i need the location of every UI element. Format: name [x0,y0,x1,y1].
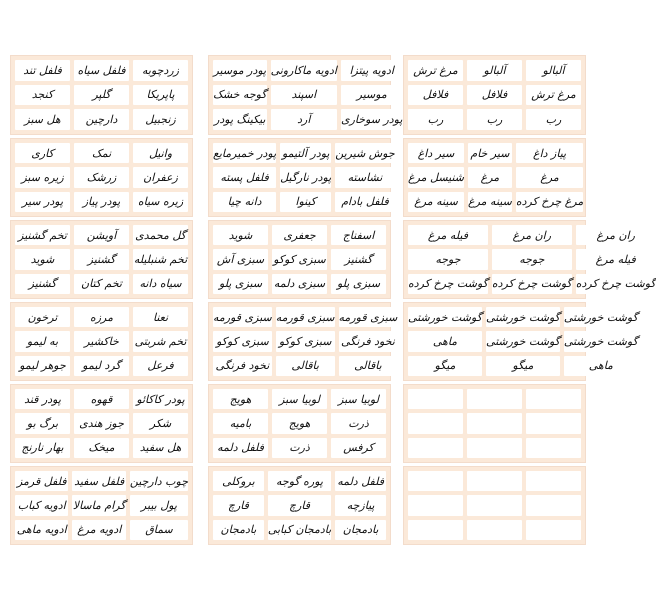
spice-label: گوشت خورشتی [486,307,560,327]
spice-label: ذرت [331,413,386,433]
spice-label: گرام ماسالا [72,495,125,515]
spice-label: زنجبیل [133,109,188,130]
spice-label: ماهی [408,331,482,351]
label-block [403,138,586,217]
spice-label: پیاز داغ [516,143,583,163]
spice-label: باقالی [276,356,335,376]
spice-label: میخک [74,438,129,458]
spice-label: ادویه ماکارونی [271,60,337,81]
spice-label: ذرت [272,438,327,458]
label-block [208,55,403,135]
spice-label: فلافل [408,85,463,106]
label-block [10,466,193,545]
spice-label: گل محمدی [133,225,188,245]
label-column [10,55,193,545]
blank-label [408,389,463,409]
spice-label: شکر [133,413,188,433]
spice-label: گشنیز [331,249,386,269]
blank-label [408,520,463,540]
spice-label: خاکشیر [74,331,129,351]
spice-label: هویج [213,389,268,409]
spice-label: تخم گشنیز [15,225,70,245]
spice-label: برگ بو [15,413,70,433]
blank-label [526,413,581,433]
spice-label: ادویه مرغ [72,520,125,540]
spice-label: اسپند [271,85,337,106]
spice-label: آلبالو [467,60,522,81]
spice-label: گوشت چرخ کرده [408,274,488,294]
spice-label: سبزی آش [213,249,268,269]
spice-label: فلفل قرمز [15,471,68,491]
label-block [208,138,395,217]
spice-label: سبزی قورمه [213,307,272,327]
spice-label: گوشت خورشتی [486,331,560,351]
blank-label [526,520,581,540]
spice-label: کنجد [15,85,70,106]
spice-label: سینه مرغ [468,192,512,212]
spice-label: پودر پیاز [74,192,129,212]
label-block [208,302,398,381]
spice-label: جوجه [408,249,488,269]
label-block [10,138,193,217]
spice-label: گشنیز [15,274,70,294]
spice-label: نعنا [133,307,188,327]
spice-label: سبزی کوکو [272,249,327,269]
spice-label: نمک [74,143,129,163]
spice-label: فلفل پسته [213,167,276,187]
spice-label: فیله مرغ [408,225,488,245]
blank-label [408,438,463,458]
spice-label: سیر خام [468,143,512,163]
spice-label: فرعل [133,356,188,376]
spice-label: گوشت خورشتی [564,331,638,351]
spice-label: گوشت خورشتی [408,307,482,327]
spice-label: ترخون [15,307,70,327]
spice-label: فلفل بادام [335,192,394,212]
blank-label [526,471,581,491]
blank-label [467,413,522,433]
blank-label [526,495,581,515]
spice-label: ادویه پیتزا [341,60,402,81]
spice-label: شوید [213,225,268,245]
label-block [208,466,391,545]
label-block [403,220,656,299]
label-block [10,220,193,299]
spice-label: بامیه [213,413,268,433]
spice-label: گوشت چرخ کرده [576,274,656,294]
spice-label: پیازچه [335,495,386,515]
spice-label: فلفل سفید [72,471,125,491]
spice-label: ادویه کباب [15,495,68,515]
blank-label [467,389,522,409]
spice-label: ادویه ماهی [15,520,68,540]
spice-label: جعفری [272,225,327,245]
spice-label: شوید [15,249,70,269]
spice-label: سیر داغ [408,143,464,163]
spice-label: قارچ [268,495,331,515]
spice-label: رب [408,109,463,130]
spice-label: فلفل دلمه [213,438,268,458]
spice-label: سبزی قورمه [339,307,398,327]
spice-label: نخود فرنگی [213,356,272,376]
spice-label: مرغ [516,167,583,187]
spice-label: گلپر [74,85,129,106]
label-block [208,220,391,299]
spice-label: گوشت چرخ کرده [492,274,572,294]
blank-label-block [403,384,586,463]
spice-label: اسفناج [331,225,386,245]
spice-label: جوش شیرین [335,143,394,163]
spice-label: زیره سیاه [133,192,188,212]
spice-label: جوهر لیمو [15,356,70,376]
spice-label: سیاه دانه [133,274,188,294]
spice-label: هل سفید [133,438,188,458]
spice-label: سبزی کوکو [276,331,335,351]
spice-label: گوشت خورشتی [564,307,638,327]
spice-label: کاری [15,143,70,163]
spice-label: پوره گوجه [268,471,331,491]
spice-label: فیله مرغ [576,249,656,269]
spice-label: آرد [271,109,337,130]
spice-label: پاپریکا [133,85,188,106]
spice-label: فلفل دلمه [335,471,386,491]
spice-label: سینه مرغ [408,192,464,212]
spice-label: فلافل [467,85,522,106]
spice-label: مرزه [74,307,129,327]
spice-label: زرشک [74,167,129,187]
spice-label: مرغ ترش [526,85,581,106]
spice-label: بروکلی [213,471,264,491]
spice-label: پودر سوخاری [341,109,402,130]
spice-label: سبزی دلمه [272,274,327,294]
spice-label: به لیمو [15,331,70,351]
label-block [403,302,638,381]
spice-label: گشنیز [74,249,129,269]
spice-label: رب [526,109,581,130]
spice-label: میگو [486,356,560,376]
spice-label: چوب دارچین [130,471,188,491]
spice-label: پودر موسیر [213,60,267,81]
spice-label: بادمجان [335,520,386,540]
spice-label: پودر قند [15,389,70,409]
spice-label: وانیل [133,143,188,163]
spice-label: سماق [130,520,188,540]
blank-label [526,438,581,458]
spice-label: نخود فرنگی [339,331,398,351]
spice-label: ران مرغ [576,225,656,245]
spice-label: فلفل تند [15,60,70,81]
spice-label: پودر آلتیمو [280,143,331,163]
spice-label: بیکینگ پودر [213,109,267,130]
spice-label: میگو [408,356,482,376]
blank-label [408,495,463,515]
label-block [10,55,193,135]
spice-label: لوبیا سبز [331,389,386,409]
blank-label-block [403,466,586,545]
spice-label: زعفران [133,167,188,187]
blank-label [408,413,463,433]
spice-label: قارچ [213,495,264,515]
spice-label: آویشن [74,225,129,245]
spice-label: زردچوبه [133,60,188,81]
spice-label: دارچین [74,109,129,130]
label-block [403,55,586,135]
label-block [10,302,193,381]
spice-label: بادمجان کبابی [268,520,331,540]
spice-label: سبزی پلو [213,274,268,294]
spice-label: جوجه [492,249,572,269]
spice-label: تخم شنبلیله [133,249,188,269]
spice-label: شنیسل مرغ [408,167,464,187]
blank-label [467,438,522,458]
spice-label: مرغ ترش [408,60,463,81]
spice-label: قهوه [74,389,129,409]
spice-label: نشاسته [335,167,394,187]
spice-label: سبزی قورمه [276,307,335,327]
spice-label: جوز هندی [74,413,129,433]
label-sheet [10,55,656,545]
spice-label: کینوا [280,192,331,212]
spice-label: آلبالو [526,60,581,81]
blank-label [467,471,522,491]
spice-label: دانه چیا [213,192,276,212]
spice-label: موسیر [341,85,402,106]
spice-label: بهار نارنج [15,438,70,458]
spice-label: زیره سبز [15,167,70,187]
label-block [10,384,193,463]
spice-label: ماهی [564,356,638,376]
spice-label: مرغ چرخ کرده [516,192,583,212]
spice-label: رب [467,109,522,130]
spice-label: گوجه خشک [213,85,267,106]
spice-label: ران مرغ [492,225,572,245]
spice-label: پودر سیر [15,192,70,212]
spice-label: مرغ [468,167,512,187]
spice-label: سبزی پلو [331,274,386,294]
blank-label [526,389,581,409]
blank-label [467,520,522,540]
spice-label: پودر کاکائو [133,389,188,409]
spice-label: بادمجان [213,520,264,540]
spice-label: هل سبز [15,109,70,130]
spice-label: کرفس [331,438,386,458]
spice-label: پودر خمیرمایع [213,143,276,163]
spice-label: هویج [272,413,327,433]
spice-label: فلفل سیاه [74,60,129,81]
label-column [403,55,656,545]
spice-label: لوبیا سبز [272,389,327,409]
spice-label: تخم کتان [74,274,129,294]
label-column [208,55,403,545]
spice-label: باقالی [339,356,398,376]
spice-label: پول بیبر [130,495,188,515]
spice-label: تخم شربتی [133,331,188,351]
spice-label: سبزی کوکو [213,331,272,351]
spice-label: گرد لیمو [74,356,129,376]
blank-label [467,495,522,515]
blank-label [408,471,463,491]
spice-label: پودر نارگیل [280,167,331,187]
label-block [208,384,391,463]
